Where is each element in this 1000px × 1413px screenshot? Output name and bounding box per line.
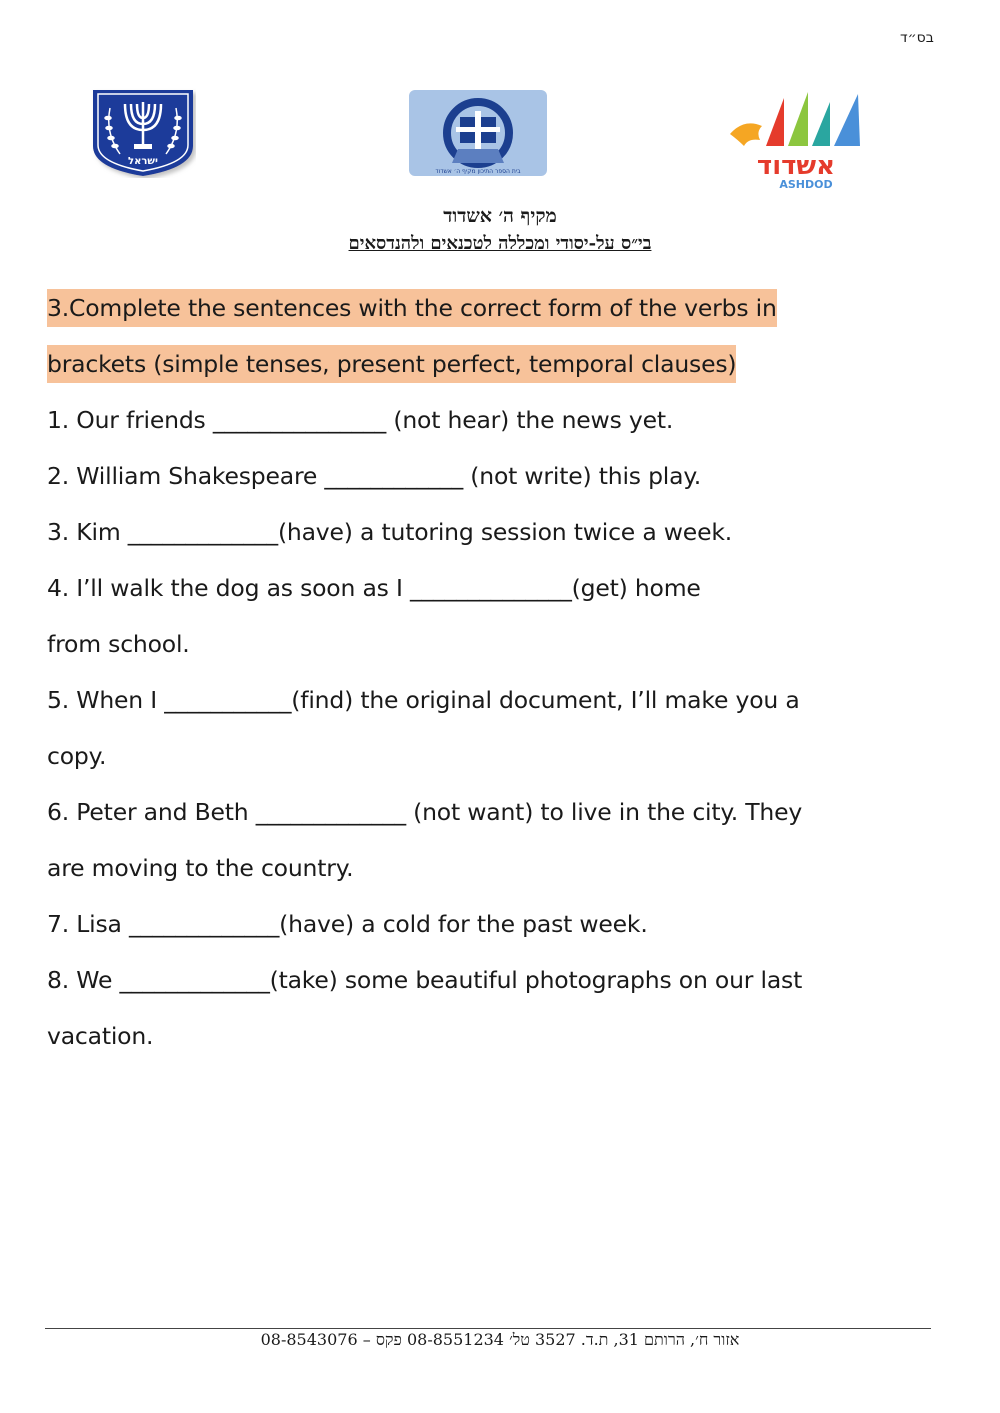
exercise-line-8-cont: vacation. [47,1022,154,1050]
instructions-text-2: brackets (simple tenses, present perfect, temporal clauses) [47,345,736,383]
ashdod-city-logo [726,88,862,190]
school-logo [408,89,548,177]
exercise-line-6-cont: are moving to the country. [47,854,354,882]
instructions-text-1: 3.Complete the sentences with the correct form of the verbs in [47,289,777,327]
city-logo-text-en: ASHDOD [779,178,833,190]
school-name: מקיף ה׳ אשדוד [443,205,557,227]
exercise-line-1: 1. Our friends _______________ (not hear) the news yet. [47,406,674,434]
bsd-mark: בס״ד [900,30,934,46]
city-logo-text: אשדוד [756,151,836,181]
school-subtitle-wrap [0,233,1000,254]
exercise-line-6: 6. Peter and Beth _____________ (not want) to live in the city. They [47,798,803,826]
emblem-text: ישראל [128,156,158,167]
instructions-line [47,280,947,336]
exercise-line-2: 2. William Shakespeare ____________ (not write) this play. [47,462,701,490]
exercise-line-8: 8. We _____________(take) some beautiful photographs on our last [47,966,803,994]
instructions-line [47,336,947,392]
exercise-line-3: 3. Kim _____________(have) a tutoring session twice a week. [47,518,733,546]
exercise-line-5: 5. When I ___________(find) the original document, I’ll make you a [47,686,800,714]
state-emblem-logo [90,88,196,178]
school-logo-text: בית הספר התיכון מקיף ה׳ אשדוד [435,168,521,175]
school-subtitle: בי״ס על-יסודי ומכללה לטכנאים ולהנדסאים [348,233,652,254]
exercise-body [47,280,947,1064]
exercise-line-4-cont: from school. [47,630,190,658]
exercise-line-5-cont: copy. [47,742,107,770]
footer-address: אזור ח׳, הרותם 31, ת.ד. 3527 טל׳ 08-8551234 פקס – 08-8543076 [260,1330,740,1349]
exercise-line-4: 4. I’ll walk the dog as soon as I ______________(get) home [47,574,701,602]
exercise-line-7: 7. Lisa _____________(have) a cold for the past week. [47,910,648,938]
